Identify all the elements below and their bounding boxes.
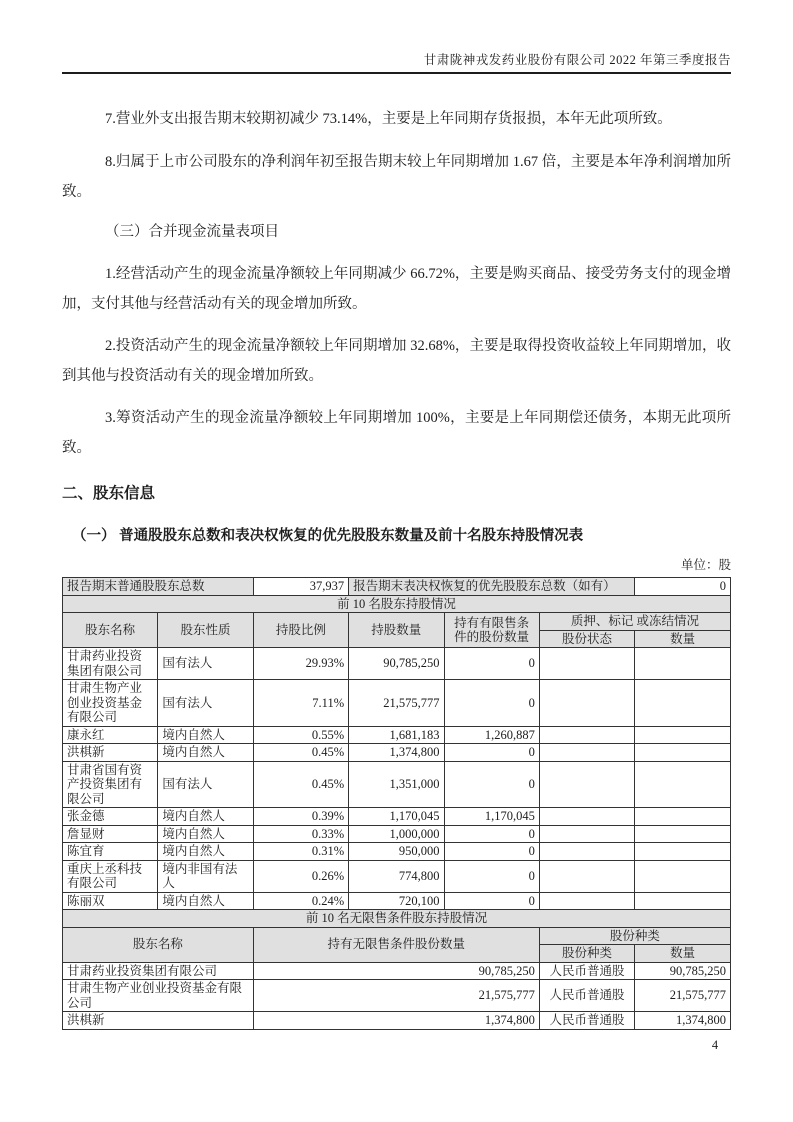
table-row xyxy=(63,680,731,727)
cell-pledge-status xyxy=(539,744,634,762)
subsection-3-heading: （三）合并现金流量表项目 xyxy=(105,224,279,240)
cell-pledge-status xyxy=(539,680,634,727)
cell-nature: 境内自然人 xyxy=(158,825,253,843)
unrestricted-band-row xyxy=(63,910,731,928)
cell-name: 康永红 xyxy=(63,726,158,744)
cell-qty: 774,800 xyxy=(349,860,444,892)
cell-name: 甘肃生物产业创业投资基金有限公司 xyxy=(63,680,158,727)
cell-nature: 境内自然人 xyxy=(158,892,253,910)
cell-nature: 国有法人 xyxy=(158,680,253,727)
cell-pledge-qty xyxy=(635,825,731,843)
unrestricted-header-row xyxy=(63,927,731,945)
cell-restricted: 0 xyxy=(444,843,539,861)
cell-name: 甘肃生物产业创业投资基金有限公司 xyxy=(63,980,254,1012)
header-rule xyxy=(62,72,731,74)
header-share-type: 股份种类 xyxy=(539,945,634,963)
header-restricted-qty: 持有有限售条件的股份数量 xyxy=(444,613,539,648)
section-2-heading: 二、股东信息 xyxy=(62,485,156,502)
cell-ratio: 0.39% xyxy=(253,808,348,826)
cell-qty: 1,681,183 xyxy=(349,726,444,744)
table-row xyxy=(63,962,731,980)
header-pledge-group: 质押、标记 或冻结情况 xyxy=(539,613,730,631)
cell-nature: 境内非国有法人 xyxy=(158,860,253,892)
unit-label: 单位：股 xyxy=(680,558,731,572)
table-row xyxy=(63,860,731,892)
cell-restricted: 0 xyxy=(444,892,539,910)
cell-restricted: 0 xyxy=(444,680,539,727)
page-content xyxy=(62,90,731,1030)
page-header-title: 甘肃陇神戎发药业股份有限公司 2022 年第三季度报告 xyxy=(423,53,731,67)
cell-common-shareholders-value: 37,937 xyxy=(253,578,348,596)
header-share-type-group: 股份种类 xyxy=(539,927,730,945)
section-2-sub-heading: （一） 普通股股东总数和表决权恢复的优先股股东数量及前十名股东持股情况表 xyxy=(72,528,584,544)
table-row xyxy=(63,648,731,680)
table-row xyxy=(63,892,731,910)
cell-name: 甘肃药业投资集团有限公司 xyxy=(63,648,158,680)
cell-name: 陈丽双 xyxy=(63,892,158,910)
top10-band-row xyxy=(63,595,731,613)
cell-pledge-status xyxy=(539,843,634,861)
header-share-type-qty: 数量 xyxy=(635,945,731,963)
cell-pledge-qty xyxy=(635,808,731,826)
table-row xyxy=(63,761,731,808)
cell-pledge-status xyxy=(539,726,634,744)
cell-qty: 1,170,045 xyxy=(349,808,444,826)
cell-ratio: 0.24% xyxy=(253,892,348,910)
header-shareholder-nature: 股东性质 xyxy=(158,613,253,648)
shareholders-table xyxy=(62,577,731,1030)
header-pledge-status: 股份状态 xyxy=(539,630,634,648)
cell-qty: 1,351,000 xyxy=(349,761,444,808)
header-pledge-qty: 数量 xyxy=(635,630,731,648)
table-row xyxy=(63,1012,731,1030)
cell-pledge-qty xyxy=(635,761,731,808)
cell-restricted: 0 xyxy=(444,825,539,843)
cell-ratio: 0.45% xyxy=(253,744,348,762)
cell-restricted: 0 xyxy=(444,744,539,762)
summary-row xyxy=(63,578,731,596)
cell-name: 洪棋新 xyxy=(63,744,158,762)
cell-name: 重庆上丞科技有限公司 xyxy=(63,860,158,892)
cell-ratio: 0.33% xyxy=(253,825,348,843)
page-number: 4 xyxy=(711,1038,719,1052)
cell-qty: 1,374,800 xyxy=(349,744,444,762)
cell-restricted: 1,170,045 xyxy=(444,808,539,826)
cell-nature: 国有法人 xyxy=(158,648,253,680)
cell-share-type: 人民币普通股 xyxy=(539,962,634,980)
cell-unrestricted-qty: 21,575,777 xyxy=(253,980,539,1012)
table-row xyxy=(63,843,731,861)
cell-pledge-status xyxy=(539,860,634,892)
cell-restricted: 1,260,887 xyxy=(444,726,539,744)
cell-qty: 21,575,777 xyxy=(349,680,444,727)
table-row xyxy=(63,980,731,1012)
cell-pledge-qty xyxy=(635,680,731,727)
header-holding-ratio: 持股比例 xyxy=(253,613,348,648)
cell-common-shareholders-label: 报告期末普通股股东总数 xyxy=(63,578,254,596)
cell-pledge-qty xyxy=(635,726,731,744)
cell-restricted: 0 xyxy=(444,761,539,808)
cell-pledge-status xyxy=(539,825,634,843)
cell-share-type-qty: 21,575,777 xyxy=(635,980,731,1012)
paragraph-8: 8.归属于上市公司股东的净利润年初至报告期末较上年同期增加 1.67 倍，主要是本年净利润增加所致。 xyxy=(62,154,731,200)
unrestricted-band-label: 前 10 名无限售条件股东持股情况 xyxy=(63,910,731,928)
table-header-row xyxy=(63,613,731,631)
cell-ratio: 29.93% xyxy=(253,648,348,680)
cell-preferred-shareholders-value: 0 xyxy=(635,578,731,596)
cell-pledge-qty xyxy=(635,892,731,910)
cell-nature: 境内自然人 xyxy=(158,744,253,762)
cashflow-paragraph-3: 3.筹资活动产生的现金流量净额较上年同期增加 100%，主要是上年同期偿还债务，本期无此项所致。 xyxy=(62,410,731,456)
cell-ratio: 7.11% xyxy=(253,680,348,727)
cell-nature: 境内自然人 xyxy=(158,843,253,861)
cell-unrestricted-qty: 1,374,800 xyxy=(253,1012,539,1030)
header-unrestricted-qty: 持有无限售条件股份数量 xyxy=(253,927,539,962)
header-holding-qty: 持股数量 xyxy=(349,613,444,648)
cell-share-type-qty: 90,785,250 xyxy=(635,962,731,980)
cell-nature: 国有法人 xyxy=(158,761,253,808)
cell-pledge-qty xyxy=(635,744,731,762)
cell-qty: 90,785,250 xyxy=(349,648,444,680)
cashflow-paragraph-2: 2.投资活动产生的现金流量净额较上年同期增加 32.68%，主要是取得投资收益较上年同期增加，收到其他与投资活动有关的现金增加所致。 xyxy=(62,338,731,384)
cell-pledge-status xyxy=(539,808,634,826)
cell-qty: 1,000,000 xyxy=(349,825,444,843)
table-row xyxy=(63,726,731,744)
cell-ratio: 0.26% xyxy=(253,860,348,892)
cell-nature: 境内自然人 xyxy=(158,726,253,744)
cell-pledge-qty xyxy=(635,648,731,680)
header-unrestricted-name: 股东名称 xyxy=(63,927,254,962)
top10-band-label: 前 10 名股东持股情况 xyxy=(63,595,731,613)
cell-pledge-status xyxy=(539,892,634,910)
cell-name: 洪棋新 xyxy=(63,1012,254,1030)
cell-nature: 境内自然人 xyxy=(158,808,253,826)
cashflow-paragraph-1: 1.经营活动产生的现金流量净额较上年同期减少 66.72%，主要是购买商品、接受劳务支付的现金增加，支付其他与经营活动有关的现金增加所致。 xyxy=(62,266,731,312)
cell-share-type-qty: 1,374,800 xyxy=(635,1012,731,1030)
cell-restricted: 0 xyxy=(444,860,539,892)
cell-name: 张金德 xyxy=(63,808,158,826)
cell-share-type: 人民币普通股 xyxy=(539,1012,634,1030)
header-shareholder-name: 股东名称 xyxy=(63,613,158,648)
cell-pledge-status xyxy=(539,761,634,808)
cell-qty: 720,100 xyxy=(349,892,444,910)
table-row xyxy=(63,744,731,762)
cell-ratio: 0.45% xyxy=(253,761,348,808)
cell-name: 甘肃省国有资产投资集团有限公司 xyxy=(63,761,158,808)
cell-unrestricted-qty: 90,785,250 xyxy=(253,962,539,980)
cell-ratio: 0.31% xyxy=(253,843,348,861)
cell-ratio: 0.55% xyxy=(253,726,348,744)
cell-pledge-qty xyxy=(635,860,731,892)
table-row xyxy=(63,808,731,826)
cell-name: 陈宜育 xyxy=(63,843,158,861)
cell-pledge-qty xyxy=(635,843,731,861)
cell-qty: 950,000 xyxy=(349,843,444,861)
cell-restricted: 0 xyxy=(444,648,539,680)
cell-name: 詹显财 xyxy=(63,825,158,843)
cell-pledge-status xyxy=(539,648,634,680)
cell-share-type: 人民币普通股 xyxy=(539,980,634,1012)
cell-name: 甘肃药业投资集团有限公司 xyxy=(63,962,254,980)
paragraph-7: 7.营业外支出报告期末较期初减少 73.14%，主要是上年同期存货报损，本年无此项所致。 xyxy=(105,111,672,127)
table-row xyxy=(63,825,731,843)
cell-preferred-shareholders-label: 报告期末表决权恢复的优先股股东总数（如有） xyxy=(349,578,635,596)
